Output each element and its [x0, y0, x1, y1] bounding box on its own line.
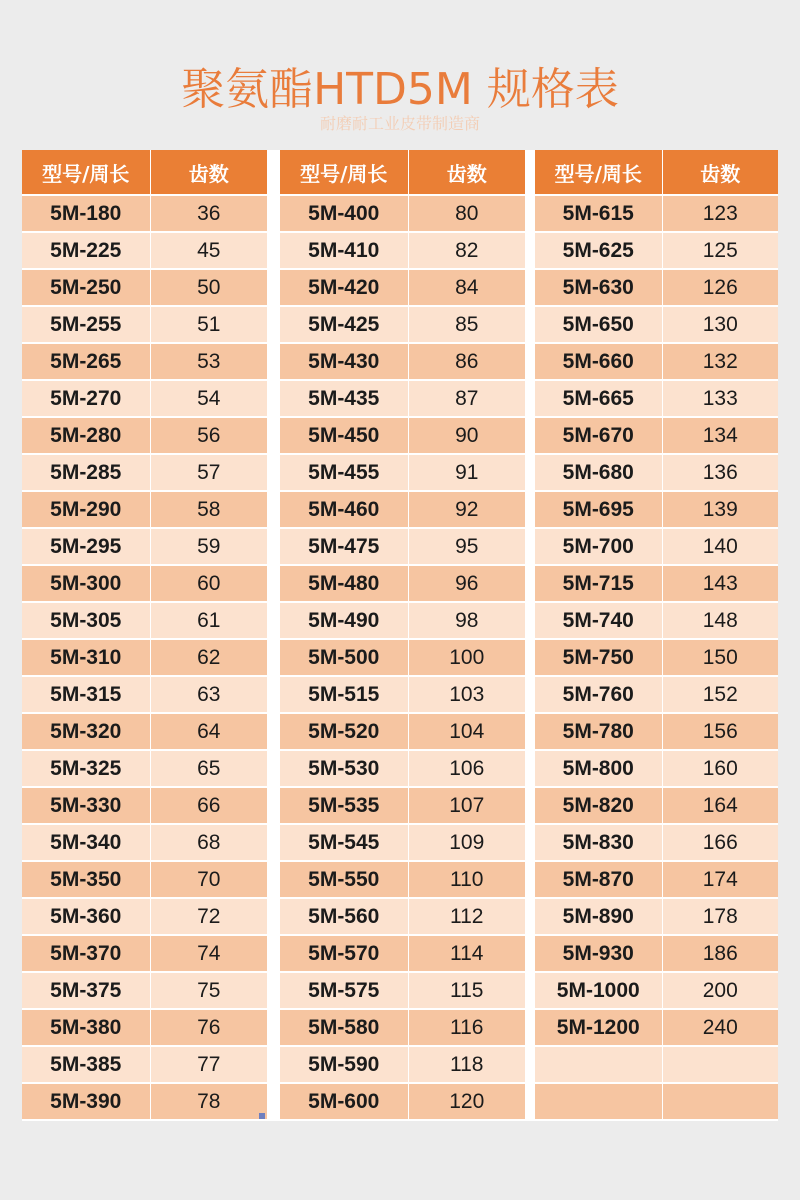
model-cell: 5M-285	[22, 454, 150, 491]
model-cell: 5M-1200	[535, 1009, 662, 1046]
table-row	[280, 861, 525, 898]
model-cell: 5M-670	[535, 417, 662, 454]
model-cell: 5M-500	[280, 639, 408, 676]
teeth-cell: 59	[150, 528, 267, 565]
teeth-cell: 156	[662, 713, 778, 750]
model-cell: 5M-420	[280, 269, 408, 306]
teeth-cell: 110	[408, 861, 525, 898]
column-header-teeth: 齿数	[150, 150, 267, 195]
model-cell: 5M-380	[22, 1009, 150, 1046]
table-row	[535, 713, 778, 750]
table-row	[280, 269, 525, 306]
table-row	[280, 935, 525, 972]
teeth-cell: 60	[150, 565, 267, 602]
column-header-teeth: 齿数	[408, 150, 525, 195]
teeth-cell: 91	[408, 454, 525, 491]
table-row	[280, 195, 525, 232]
teeth-cell: 84	[408, 269, 525, 306]
model-cell: 5M-665	[535, 380, 662, 417]
teeth-cell: 57	[150, 454, 267, 491]
corner-marker	[259, 1113, 265, 1119]
table-row	[535, 269, 778, 306]
model-cell: 5M-265	[22, 343, 150, 380]
model-cell: 5M-820	[535, 787, 662, 824]
teeth-cell: 133	[662, 380, 778, 417]
table-row	[535, 1009, 778, 1046]
model-cell: 5M-305	[22, 602, 150, 639]
model-cell: 5M-780	[535, 713, 662, 750]
teeth-cell: 65	[150, 750, 267, 787]
model-cell: 5M-800	[535, 750, 662, 787]
teeth-cell: 134	[662, 417, 778, 454]
table-row	[535, 602, 778, 639]
spec-table-3	[535, 150, 778, 1121]
teeth-cell: 80	[408, 195, 525, 232]
table-row	[22, 898, 267, 935]
teeth-cell: 66	[150, 787, 267, 824]
model-cell: 5M-930	[535, 935, 662, 972]
table-row	[280, 232, 525, 269]
teeth-cell: 140	[662, 528, 778, 565]
teeth-cell: 106	[408, 750, 525, 787]
teeth-cell: 109	[408, 824, 525, 861]
table-row	[535, 195, 778, 232]
model-cell: 5M-475	[280, 528, 408, 565]
model-cell: 5M-270	[22, 380, 150, 417]
model-cell: 5M-570	[280, 935, 408, 972]
table-row	[280, 380, 525, 417]
teeth-cell: 87	[408, 380, 525, 417]
teeth-cell: 86	[408, 343, 525, 380]
table-row	[280, 972, 525, 1009]
table-row	[280, 713, 525, 750]
model-cell: 5M-575	[280, 972, 408, 1009]
model-cell: 5M-390	[22, 1083, 150, 1120]
teeth-cell: 53	[150, 343, 267, 380]
model-cell: 5M-580	[280, 1009, 408, 1046]
teeth-cell: 186	[662, 935, 778, 972]
teeth-cell: 63	[150, 676, 267, 713]
teeth-cell: 112	[408, 898, 525, 935]
table-row	[22, 491, 267, 528]
teeth-cell: 74	[150, 935, 267, 972]
table-row	[280, 787, 525, 824]
teeth-cell: 82	[408, 232, 525, 269]
table-row	[22, 232, 267, 269]
table-row	[22, 713, 267, 750]
table-row	[535, 639, 778, 676]
table-row	[22, 787, 267, 824]
teeth-cell: 51	[150, 306, 267, 343]
teeth-cell	[662, 1083, 778, 1120]
table-row	[22, 528, 267, 565]
teeth-cell: 64	[150, 713, 267, 750]
teeth-cell: 120	[408, 1083, 525, 1120]
teeth-cell: 76	[150, 1009, 267, 1046]
teeth-cell: 150	[662, 639, 778, 676]
teeth-cell: 104	[408, 713, 525, 750]
teeth-cell: 90	[408, 417, 525, 454]
table-row	[22, 1046, 267, 1083]
table-row	[280, 898, 525, 935]
teeth-cell: 61	[150, 602, 267, 639]
teeth-cell: 72	[150, 898, 267, 935]
model-cell: 5M-600	[280, 1083, 408, 1120]
teeth-cell: 98	[408, 602, 525, 639]
table-row	[280, 1083, 525, 1120]
table-row	[22, 565, 267, 602]
table-row	[280, 343, 525, 380]
teeth-cell: 36	[150, 195, 267, 232]
table-row	[22, 824, 267, 861]
table-row	[535, 898, 778, 935]
model-cell: 5M-425	[280, 306, 408, 343]
table-row	[535, 491, 778, 528]
model-cell: 5M-480	[280, 565, 408, 602]
teeth-cell: 103	[408, 676, 525, 713]
table-header-row	[535, 150, 778, 195]
table-row	[535, 454, 778, 491]
model-cell: 5M-630	[535, 269, 662, 306]
model-cell: 5M-615	[535, 195, 662, 232]
table-row	[535, 306, 778, 343]
table-row	[535, 824, 778, 861]
spec-table-2	[280, 150, 525, 1121]
model-cell: 5M-410	[280, 232, 408, 269]
table-row	[22, 417, 267, 454]
teeth-cell: 125	[662, 232, 778, 269]
table-row	[22, 1083, 267, 1120]
model-cell: 5M-890	[535, 898, 662, 935]
teeth-cell: 123	[662, 195, 778, 232]
teeth-cell: 118	[408, 1046, 525, 1083]
model-cell: 5M-385	[22, 1046, 150, 1083]
table-row	[22, 380, 267, 417]
teeth-cell: 164	[662, 787, 778, 824]
model-cell: 5M-750	[535, 639, 662, 676]
table-row	[535, 750, 778, 787]
table-row	[22, 269, 267, 306]
model-cell: 5M-700	[535, 528, 662, 565]
model-cell: 5M-180	[22, 195, 150, 232]
teeth-cell: 56	[150, 417, 267, 454]
model-cell: 5M-695	[535, 491, 662, 528]
column-header-model: 型号/周长	[535, 150, 662, 195]
model-cell: 5M-295	[22, 528, 150, 565]
model-cell: 5M-490	[280, 602, 408, 639]
table-row	[535, 565, 778, 602]
teeth-cell: 95	[408, 528, 525, 565]
teeth-cell: 116	[408, 1009, 525, 1046]
teeth-cell: 54	[150, 380, 267, 417]
model-cell: 5M-760	[535, 676, 662, 713]
teeth-cell: 115	[408, 972, 525, 1009]
model-cell: 5M-1000	[535, 972, 662, 1009]
column-header-model: 型号/周长	[22, 150, 150, 195]
teeth-cell: 100	[408, 639, 525, 676]
teeth-cell: 240	[662, 1009, 778, 1046]
spec-table-1	[22, 150, 267, 1121]
model-cell: 5M-455	[280, 454, 408, 491]
table-row	[535, 935, 778, 972]
model-cell: 5M-360	[22, 898, 150, 935]
model-cell: 5M-290	[22, 491, 150, 528]
table-row	[535, 861, 778, 898]
model-cell: 5M-590	[280, 1046, 408, 1083]
page-title: 聚氨酯HTD5M 规格表	[181, 64, 619, 115]
teeth-cell: 85	[408, 306, 525, 343]
model-cell: 5M-255	[22, 306, 150, 343]
model-cell: 5M-830	[535, 824, 662, 861]
model-cell: 5M-315	[22, 676, 150, 713]
model-cell: 5M-550	[280, 861, 408, 898]
table-header-row	[22, 150, 267, 195]
model-cell: 5M-430	[280, 343, 408, 380]
teeth-cell: 77	[150, 1046, 267, 1083]
table-row	[22, 602, 267, 639]
table-row	[280, 454, 525, 491]
model-cell: 5M-520	[280, 713, 408, 750]
table-row	[22, 935, 267, 972]
table-row	[280, 676, 525, 713]
table-row	[280, 491, 525, 528]
model-cell: 5M-530	[280, 750, 408, 787]
table-row	[280, 639, 525, 676]
table-row	[22, 1009, 267, 1046]
table-row	[535, 417, 778, 454]
teeth-cell: 96	[408, 565, 525, 602]
table-header-row	[280, 150, 525, 195]
teeth-cell: 136	[662, 454, 778, 491]
table-row	[280, 824, 525, 861]
teeth-cell: 174	[662, 861, 778, 898]
model-cell: 5M-375	[22, 972, 150, 1009]
model-cell: 5M-280	[22, 417, 150, 454]
model-cell: 5M-330	[22, 787, 150, 824]
model-cell: 5M-320	[22, 713, 150, 750]
model-cell: 5M-225	[22, 232, 150, 269]
model-cell: 5M-435	[280, 380, 408, 417]
table-row	[280, 750, 525, 787]
table-row	[22, 750, 267, 787]
teeth-cell: 132	[662, 343, 778, 380]
teeth-cell: 62	[150, 639, 267, 676]
teeth-cell: 166	[662, 824, 778, 861]
table-row	[22, 639, 267, 676]
teeth-cell: 58	[150, 491, 267, 528]
table-row	[535, 380, 778, 417]
model-cell: 5M-310	[22, 639, 150, 676]
model-cell: 5M-560	[280, 898, 408, 935]
model-cell: 5M-460	[280, 491, 408, 528]
table-row	[22, 306, 267, 343]
teeth-cell: 68	[150, 824, 267, 861]
table-row	[535, 1083, 778, 1120]
table-row	[22, 195, 267, 232]
table-row	[535, 676, 778, 713]
model-cell: 5M-715	[535, 565, 662, 602]
table-row	[280, 528, 525, 565]
teeth-cell: 143	[662, 565, 778, 602]
model-cell: 5M-300	[22, 565, 150, 602]
teeth-cell: 200	[662, 972, 778, 1009]
teeth-cell: 148	[662, 602, 778, 639]
table-row	[535, 972, 778, 1009]
table-row	[535, 343, 778, 380]
spec-tables-container	[22, 150, 778, 1121]
model-cell: 5M-680	[535, 454, 662, 491]
teeth-cell: 107	[408, 787, 525, 824]
model-cell: 5M-650	[535, 306, 662, 343]
teeth-cell: 70	[150, 861, 267, 898]
model-cell: 5M-545	[280, 824, 408, 861]
model-cell: 5M-515	[280, 676, 408, 713]
table-row	[22, 972, 267, 1009]
table-row	[280, 417, 525, 454]
page-subtitle-watermark: 耐磨耐工业皮带制造商	[319, 114, 480, 133]
model-cell: 5M-535	[280, 787, 408, 824]
model-cell: 5M-660	[535, 343, 662, 380]
table-row	[22, 676, 267, 713]
teeth-cell: 126	[662, 269, 778, 306]
column-header-teeth: 齿数	[662, 150, 778, 195]
teeth-cell	[662, 1046, 778, 1083]
teeth-cell: 75	[150, 972, 267, 1009]
table-row	[535, 787, 778, 824]
table-row	[280, 1009, 525, 1046]
model-cell: 5M-400	[280, 195, 408, 232]
model-cell	[535, 1083, 662, 1120]
teeth-cell: 114	[408, 935, 525, 972]
table-row	[535, 1046, 778, 1083]
table-row	[280, 565, 525, 602]
model-cell: 5M-340	[22, 824, 150, 861]
model-cell: 5M-870	[535, 861, 662, 898]
model-cell: 5M-370	[22, 935, 150, 972]
table-row	[535, 528, 778, 565]
table-row	[535, 232, 778, 269]
teeth-cell: 45	[150, 232, 267, 269]
teeth-cell: 152	[662, 676, 778, 713]
model-cell: 5M-625	[535, 232, 662, 269]
table-row	[22, 343, 267, 380]
teeth-cell: 160	[662, 750, 778, 787]
teeth-cell: 178	[662, 898, 778, 935]
teeth-cell: 78	[150, 1083, 267, 1120]
table-row	[22, 454, 267, 491]
table-row	[280, 1046, 525, 1083]
teeth-cell: 139	[662, 491, 778, 528]
model-cell: 5M-325	[22, 750, 150, 787]
table-row	[280, 306, 525, 343]
table-row	[22, 861, 267, 898]
model-cell: 5M-450	[280, 417, 408, 454]
model-cell	[535, 1046, 662, 1083]
model-cell: 5M-350	[22, 861, 150, 898]
teeth-cell: 92	[408, 491, 525, 528]
table-row	[280, 602, 525, 639]
model-cell: 5M-740	[535, 602, 662, 639]
teeth-cell: 50	[150, 269, 267, 306]
column-header-model: 型号/周长	[280, 150, 408, 195]
model-cell: 5M-250	[22, 269, 150, 306]
teeth-cell: 130	[662, 306, 778, 343]
